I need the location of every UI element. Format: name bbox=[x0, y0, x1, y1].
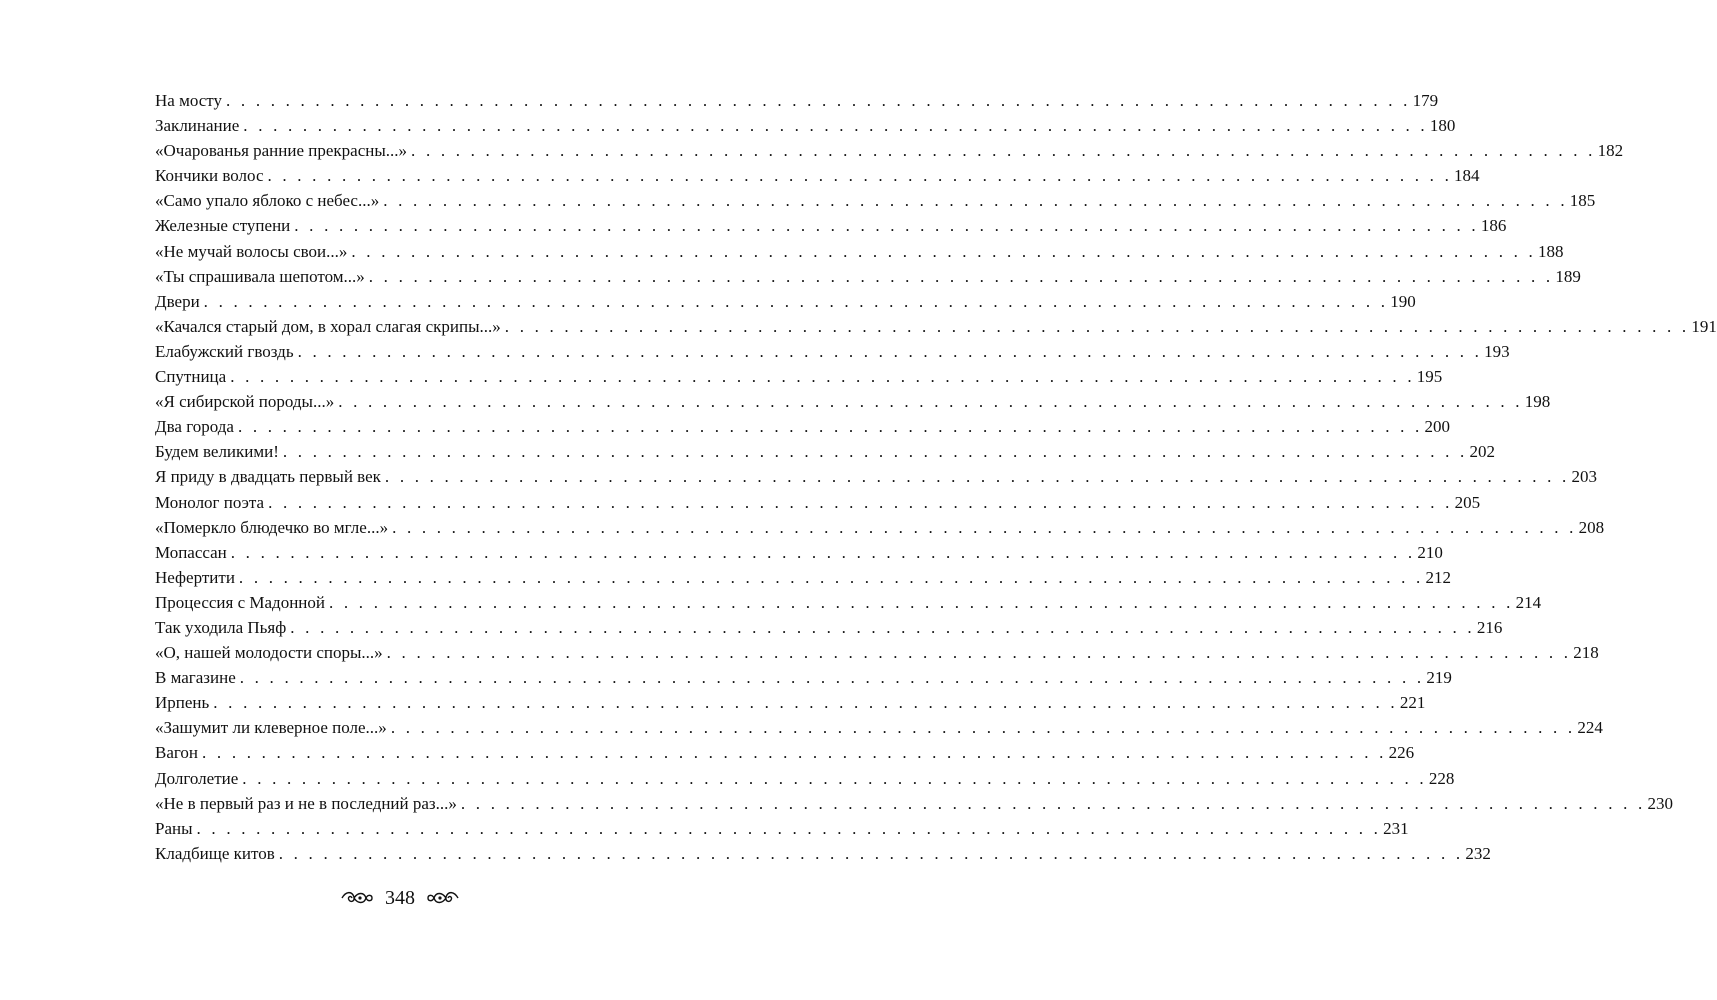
toc-entry-page: 219 bbox=[1426, 668, 1452, 688]
toc-entry bbox=[155, 715, 1603, 740]
dot-leader: . . . . . . . . . . . . . . . . . . . . . . . . . . . . . . . . . . . . . . . . . . . . . . . . . . . . . . . . . . . . . . . . . . . . . . . . . . . . . . . . bbox=[226, 91, 1411, 110]
dot-leader: . . . . . . . . . . . . . . . . . . . . . . . . . . . . . . . . . . . . . . . . . . . . . . . . . . . . . . . . . . . . . . . . . . . . . . . . . . . . . . . . bbox=[351, 241, 1536, 261]
toc-entry-title: Кончики волос bbox=[155, 166, 264, 186]
toc-entry bbox=[155, 565, 1451, 590]
toc-entry bbox=[155, 188, 1596, 213]
toc-entry-title: «Зашумит ли клеверное поле...» bbox=[155, 718, 387, 738]
dot-leader: . . . . . . . . . . . . . . . . . . . . . . . . . . . . . . . . . . . . . . . . . . . . . . . . . . . . . . . . . . . . . . . . . . . . . . . . . . . . . . . . bbox=[243, 116, 1428, 136]
table-of-contents bbox=[155, 88, 1717, 866]
dot-leader: . . . . . . . . . . . . . . . . . . . . . . . . . . . . . . . . . . . . . . . . . . . . . . . . . . . . . . . . . . . . . . . . . . . . . . . . . . . . . . . . bbox=[329, 592, 1514, 612]
toc-entry-page: 212 bbox=[1425, 567, 1451, 587]
toc-entry bbox=[155, 640, 1599, 665]
toc-entry bbox=[155, 88, 1439, 113]
toc-entry-page: 200 bbox=[1424, 417, 1451, 437]
toc-entry-page: 228 bbox=[1428, 768, 1455, 788]
dot-leader: . . . . . . . . . . . . . . . . . . . . . . . . . . . . . . . . . . . . . . . . . . . . . . . . . . . . . . . . . . . . . . . . . . . . . . . . . . . . . . . . bbox=[384, 467, 1570, 487]
toc-entry-page: 184 bbox=[1454, 166, 1480, 186]
toc-entry bbox=[155, 690, 1426, 715]
toc-entry bbox=[155, 439, 1495, 464]
dot-leader: . . . . . . . . . . . . . . . . . . . . . . . . . . . . . . . . . . . . . . . . . . . . . . . . . . . . . . . . . . . . . . . . . . . . . . . . . . . . . . . . bbox=[239, 668, 1425, 688]
toc-entry-page: 190 bbox=[1390, 291, 1416, 311]
toc-entry bbox=[155, 213, 1507, 238]
dot-leader: . . . . . . . . . . . . . . . . . . . . . . . . . . . . . . . . . . . . . . . . . . . . . . . . . . . . . . . . . . . . . . . . . . . . . . . . . . . . . . . . bbox=[213, 693, 1398, 713]
toc-entry bbox=[155, 364, 1443, 389]
toc-entry-page: 216 bbox=[1476, 617, 1503, 637]
toc-entry bbox=[155, 389, 1551, 414]
toc-entry bbox=[155, 113, 1456, 138]
toc-entry-title: В магазине bbox=[155, 668, 236, 688]
toc-entry-title: На мосту bbox=[155, 91, 223, 110]
dot-leader: . . . . . . . . . . . . . . . . . . . . . . . . . . . . . . . . . . . . . . . . . . . . . . . . . . . . . . . . . . . . . . . . . . . . . . . . . . . . . . . . bbox=[237, 417, 1423, 437]
toc-entry-page: 202 bbox=[1469, 442, 1495, 462]
dot-leader: . . . . . . . . . . . . . . . . . . . . . . . . . . . . . . . . . . . . . . . . . . . . . . . . . . . . . . . . . . . . . . . . . . . . . . . . . . . . . . . . bbox=[368, 266, 1554, 286]
toc-entry-page: 221 bbox=[1399, 693, 1426, 713]
toc-entry-page: 179 bbox=[1412, 91, 1439, 110]
toc-entry bbox=[155, 816, 1409, 841]
toc-entry bbox=[155, 841, 1491, 866]
toc-entry-page: 214 bbox=[1515, 592, 1542, 612]
toc-entry-page: 208 bbox=[1578, 517, 1605, 537]
toc-entry-title: «Не мучай волосы свои...» bbox=[155, 241, 348, 261]
page-number: 348 bbox=[385, 887, 415, 910]
dot-leader: . . . . . . . . . . . . . . . . . . . . . . . . . . . . . . . . . . . . . . . . . . . . . . . . . . . . . . . . . . . . . . . . . . . . . . . . . . . . . . . . bbox=[242, 768, 1427, 788]
toc-entry-title: Я приду в двадцать первый век bbox=[155, 467, 381, 487]
toc-entry-title: «Не в первый раз и не в последний раз...» bbox=[155, 793, 457, 813]
toc-entry-page: 230 bbox=[1647, 793, 1673, 813]
toc-entry-page: 195 bbox=[1416, 367, 1443, 387]
toc-entry-title: Заклинание bbox=[155, 116, 240, 136]
dot-leader: . . . . . . . . . . . . . . . . . . . . . . . . . . . . . . . . . . . . . . . . . . . . . . . . . . . . . . . . . . . . . . . . . . . . . . . . . . . . . . . . bbox=[238, 567, 1424, 587]
toc-entry-page: 180 bbox=[1429, 116, 1456, 136]
toc-list bbox=[155, 88, 1717, 866]
toc-entry-title: Кладбище китов bbox=[155, 843, 275, 863]
toc-entry-title: «Я сибирской породы...» bbox=[155, 392, 335, 412]
toc-entry bbox=[155, 314, 1717, 339]
toc-entry-title: Раны bbox=[155, 818, 193, 838]
toc-entry bbox=[155, 339, 1510, 364]
toc-entry-page: 186 bbox=[1480, 216, 1507, 236]
dot-leader: . . . . . . . . . . . . . . . . . . . . . . . . . . . . . . . . . . . . . . . . . . . . . . . . . . . . . . . . . . . . . . . . . . . . . . . . . . . . . . . . bbox=[294, 216, 1479, 236]
toc-entry bbox=[155, 289, 1416, 314]
toc-entry bbox=[155, 464, 1597, 489]
toc-entry bbox=[155, 414, 1451, 439]
toc-entry-title: Нефертити bbox=[155, 567, 235, 587]
toc-entry bbox=[155, 239, 1564, 264]
dot-leader: . . . . . . . . . . . . . . . . . . . . . . . . . . . . . . . . . . . . . . . . . . . . . . . . . . . . . . . . . . . . . . . . . . . . . . . . . . . . . . . . bbox=[290, 617, 1475, 637]
toc-entry bbox=[155, 740, 1415, 765]
dot-leader: . . . . . . . . . . . . . . . . . . . . . . . . . . . . . . . . . . . . . . . . . . . . . . . . . . . . . . . . . . . . . . . . . . . . . . . . . . . . . . . . bbox=[268, 492, 1453, 512]
toc-entry-title: Монолог поэта bbox=[155, 492, 265, 512]
toc-entry-page: 189 bbox=[1555, 266, 1581, 286]
dot-leader: . . . . . . . . . . . . . . . . . . . . . . . . . . . . . . . . . . . . . . . . . . . . . . . . . . . . . . . . . . . . . . . . . . . . . . . . . . . . . . . . bbox=[202, 743, 1387, 763]
toc-entry-page: 185 bbox=[1569, 191, 1596, 211]
toc-entry-title: Ирпень bbox=[155, 693, 210, 713]
toc-entry bbox=[155, 515, 1605, 540]
dot-leader: . . . . . . . . . . . . . . . . . . . . . . . . . . . . . . . . . . . . . . . . . . . . . . . . . . . . . . . . . . . . . . . . . . . . . . . . . . . . . . . . bbox=[282, 442, 1468, 462]
toc-entry bbox=[155, 665, 1452, 690]
dot-leader: . . . . . . . . . . . . . . . . . . . . . . . . . . . . . . . . . . . . . . . . . . . . . . . . . . . . . . . . . . . . . . . . . . . . . . . . . . . . . . . . bbox=[230, 367, 1415, 387]
toc-entry-page: 232 bbox=[1465, 843, 1491, 863]
floral-ornament-icon bbox=[426, 889, 460, 907]
toc-entry-title: Железные ступени bbox=[155, 216, 291, 236]
dot-leader: . . . . . . . . . . . . . . . . . . . . . . . . . . . . . . . . . . . . . . . . . . . . . . . . . . . . . . . . . . . . . . . . . . . . . . . . . . . . . . . . bbox=[411, 141, 1596, 161]
dot-leader: . . . . . . . . . . . . . . . . . . . . . . . . . . . . . . . . . . . . . . . . . . . . . . . . . . . . . . . . . . . . . . . . . . . . . . . . . . . . . . . . bbox=[230, 542, 1416, 562]
toc-entry-title: «Ты спрашивала шепотом...» bbox=[155, 266, 365, 286]
page-footer bbox=[0, 882, 800, 913]
toc-entry-title: Вагон bbox=[155, 743, 199, 763]
floral-ornament-icon bbox=[340, 889, 374, 907]
toc-entry-page: 224 bbox=[1577, 718, 1603, 738]
toc-entry-title: Елабужский гвоздь bbox=[155, 341, 294, 361]
toc-entry-title: Двери bbox=[155, 291, 200, 311]
toc-entry-page: 205 bbox=[1454, 492, 1481, 512]
toc-entry bbox=[155, 490, 1481, 515]
toc-entry bbox=[155, 590, 1542, 615]
toc-entry-title: «Померкло блюдечко во мгле...» bbox=[155, 517, 389, 537]
dot-leader: . . . . . . . . . . . . . . . . . . . . . . . . . . . . . . . . . . . . . . . . . . . . . . . . . . . . . . . . . . . . . . . . . . . . . . . . . . . . . . . . bbox=[196, 818, 1382, 838]
toc-entry-page: 203 bbox=[1571, 467, 1597, 487]
dot-leader: . . . . . . . . . . . . . . . . . . . . . . . . . . . . . . . . . . . . . . . . . . . . . . . . . . . . . . . . . . . . . . . . . . . . . . . . . . . . . . . . bbox=[386, 643, 1572, 663]
toc-entry bbox=[155, 766, 1455, 791]
toc-entry-page: 191 bbox=[1691, 316, 1717, 336]
toc-entry-title: «Качался старый дом, в хорал слагая скрипы...» bbox=[155, 316, 501, 336]
dot-leader: . . . . . . . . . . . . . . . . . . . . . . . . . . . . . . . . . . . . . . . . . . . . . . . . . . . . . . . . . . . . . . . . . . . . . . . . . . . . . . . . bbox=[278, 843, 1464, 863]
toc-entry bbox=[155, 163, 1480, 188]
toc-entry-page: 193 bbox=[1484, 341, 1510, 361]
toc-entry-page: 218 bbox=[1573, 643, 1599, 663]
toc-entry-title: «Само упало яблоко с небес...» bbox=[155, 191, 380, 211]
dot-leader: . . . . . . . . . . . . . . . . . . . . . . . . . . . . . . . . . . . . . . . . . . . . . . . . . . . . . . . . . . . . . . . . . . . . . . . . . . . . . . . . bbox=[297, 341, 1483, 361]
toc-entry-title: Будем великими! bbox=[155, 442, 279, 462]
toc-entry bbox=[155, 264, 1581, 289]
dot-leader: . . . . . . . . . . . . . . . . . . . . . . . . . . . . . . . . . . . . . . . . . . . . . . . . . . . . . . . . . . . . . . . . . . . . . . . . . . . . . . . . bbox=[338, 392, 1523, 412]
toc-entry-page: 210 bbox=[1417, 542, 1443, 562]
dot-leader: . . . . . . . . . . . . . . . . . . . . . . . . . . . . . . . . . . . . . . . . . . . . . . . . . . . . . . . . . . . . . . . . . . . . . . . . . . . . . . . . bbox=[203, 291, 1389, 311]
toc-entry-title: Так уходила Пьяф bbox=[155, 617, 287, 637]
toc-entry-page: 231 bbox=[1383, 818, 1409, 838]
toc-entry bbox=[155, 138, 1624, 163]
toc-entry-page: 226 bbox=[1388, 743, 1415, 763]
dot-leader: . . . . . . . . . . . . . . . . . . . . . . . . . . . . . . . . . . . . . . . . . . . . . . . . . . . . . . . . . . . . . . . . . . . . . . . . . . . . . . . . bbox=[504, 316, 1690, 336]
toc-entry-page: 188 bbox=[1537, 241, 1564, 261]
toc-entry bbox=[155, 540, 1443, 565]
toc-entry-page: 198 bbox=[1524, 392, 1551, 412]
toc-entry-title: «О, нашей молодости споры...» bbox=[155, 643, 383, 663]
toc-entry-title: Процессия с Мадонной bbox=[155, 592, 325, 612]
dot-leader: . . . . . . . . . . . . . . . . . . . . . . . . . . . . . . . . . . . . . . . . . . . . . . . . . . . . . . . . . . . . . . . . . . . . . . . . . . . . . . . . bbox=[267, 166, 1453, 186]
dot-leader: . . . . . . . . . . . . . . . . . . . . . . . . . . . . . . . . . . . . . . . . . . . . . . . . . . . . . . . . . . . . . . . . . . . . . . . . . . . . . . . . bbox=[392, 517, 1577, 537]
toc-entry-title: Долголетие bbox=[155, 768, 239, 788]
dot-leader: . . . . . . . . . . . . . . . . . . . . . . . . . . . . . . . . . . . . . . . . . . . . . . . . . . . . . . . . . . . . . . . . . . . . . . . . . . . . . . . . bbox=[390, 718, 1576, 738]
toc-entry-title: Два города bbox=[155, 417, 234, 437]
toc-entry-title: Мопассан bbox=[155, 542, 227, 562]
toc-entry bbox=[155, 791, 1673, 816]
toc-entry-title: Спутница bbox=[155, 367, 227, 387]
dot-leader: . . . . . . . . . . . . . . . . . . . . . . . . . . . . . . . . . . . . . . . . . . . . . . . . . . . . . . . . . . . . . . . . . . . . . . . . . . . . . . . . bbox=[383, 191, 1568, 211]
toc-entry-page: 182 bbox=[1597, 141, 1624, 161]
toc-entry-title: «Очарованья ранние прекрасны...» bbox=[155, 141, 408, 161]
dot-leader: . . . . . . . . . . . . . . . . . . . . . . . . . . . . . . . . . . . . . . . . . . . . . . . . . . . . . . . . . . . . . . . . . . . . . . . . . . . . . . . . bbox=[460, 793, 1646, 813]
toc-entry bbox=[155, 615, 1503, 640]
